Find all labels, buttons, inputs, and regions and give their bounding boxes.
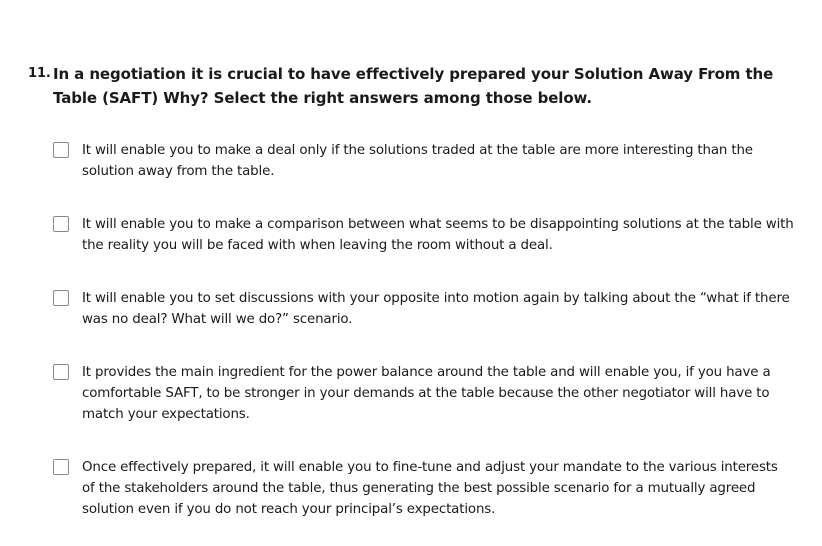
option-label: It will enable you to set discussions with your opposite into motion again by talking about the “what if there was no deal? What will we do?” scenario. xyxy=(82,291,790,327)
checkbox-option-3[interactable] xyxy=(53,290,69,306)
question-block xyxy=(0,62,822,110)
option-label: It will enable you to make a deal only if the solutions traded at the table are more interesting than the solution away from the table. xyxy=(82,143,753,179)
checkbox-option-4[interactable] xyxy=(53,364,69,380)
checkbox-option-5[interactable] xyxy=(53,459,69,475)
question-text: In a negotiation it is crucial to have effectively prepared your Solution Away From the Table (SAFT) Why? Select the right answers among those below. xyxy=(53,65,774,107)
question-heading xyxy=(0,62,822,110)
checkbox-option-2[interactable] xyxy=(53,216,69,232)
option-label: It provides the main ingredient for the power balance around the table and will enable you, if you have a comfortable SAFT, to be stronger in your demands at the table because the other negotiator will have to match your expectations. xyxy=(82,365,771,422)
option-label: Once effectively prepared, it will enable you to fine-tune and adjust your mandate to the various interests of the stakeholders around the table, thus generating the best possible scenario for a mutually agreed solution even if you do not reach your principal’s expectations. xyxy=(82,460,778,517)
question-number: 11. xyxy=(28,66,51,81)
checkbox-option-1[interactable] xyxy=(53,142,69,158)
option-label: It will enable you to make a comparison between what seems to be disappointing solutions at the table with the reality you will be faced with when leaving the room without a deal. xyxy=(82,217,794,253)
